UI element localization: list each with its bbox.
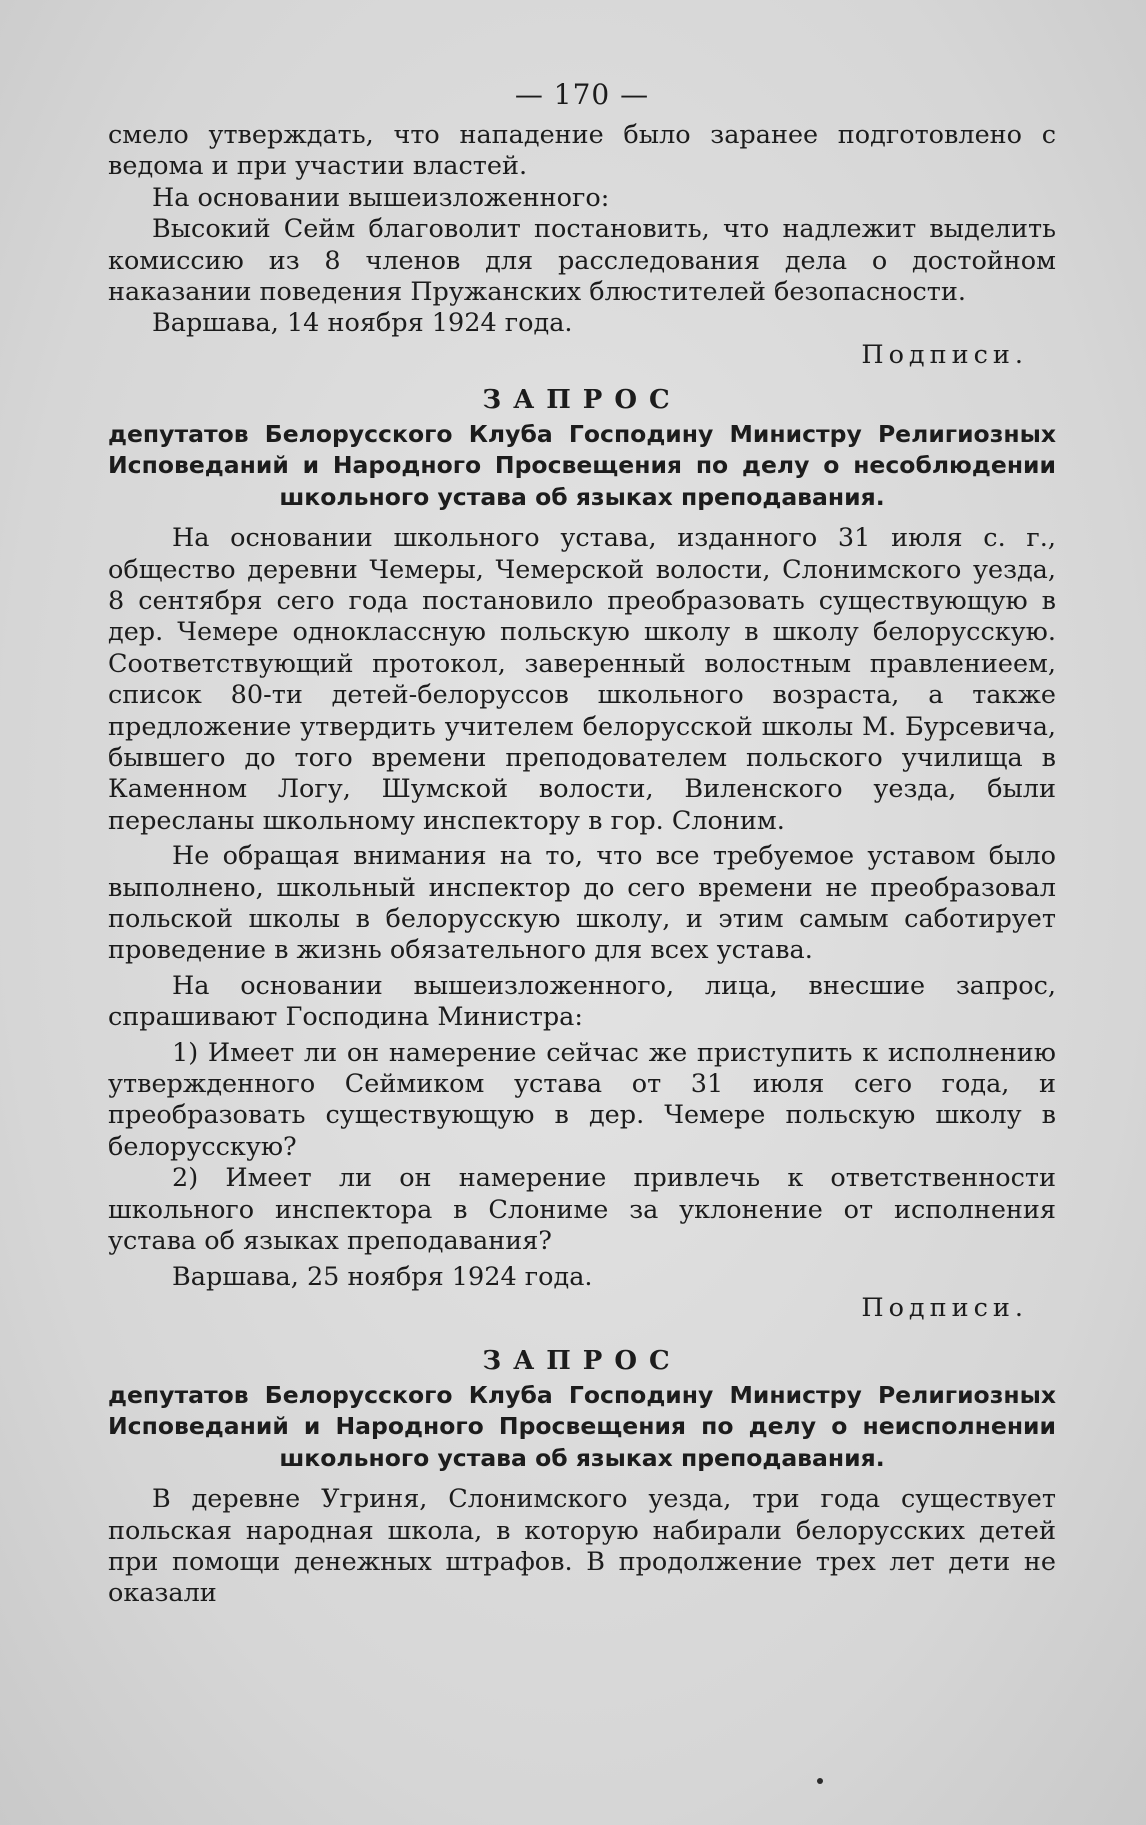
inquiry1-signatures: Подписи. (861, 1292, 1028, 1323)
inquiry1-paragraph-1: На основании школьного устава, изданного 31 июля с. г., общество деревни Чемеры, Чемерской волости, Слонимского уезда, 8 сентября сего года постановило преобразовать существующую в дер. Чемере одноклассную польскую школу в школу белорусскую. Соответствующий протокол, заверенный волостным правлениеем, список 80-ти детей-белоруссов школьного возраста, а также предложение утвердить учителем белорусской школы М. Бурсевича, бывшего до того времени преподователем польского училища в Каменном Логу, Шумской волости, Виленского уезда, были пересланы школьному инспектору в гор. Слоним. (108, 523, 1056, 836)
inquiry1-heading: ЗАПРОС (482, 385, 682, 416)
inquiry1-question-1: 1) Имеет ли он намерение сейчас же приступить к исполнению утвержденного Сеймиком устава от 31 июля сего года, и преобразовать существующую в дер. Чемере польскую школу в белорусскую? (108, 1037, 1056, 1162)
inquiry2-subheading: депутатов Белорусского Клуба Господину Министру Религиозных Исповеданий и Народного Просвещения по делу о неисполнении школьного устава об языках преподавания. (108, 1380, 1056, 1472)
page-text (108, 78, 1056, 1610)
intro-place-date: Варшава, 14 ноября 1924 года. (152, 308, 573, 339)
page-number: — 170 — (514, 78, 650, 111)
inquiry1-paragraph-3: На основании вышеизложенного, лица, внесшие запрос, спрашивают Господина Министра: (108, 970, 1056, 1033)
ink-speck (817, 1778, 823, 1784)
inquiry1-question-2: 2) Имеет ли он намерение привлечь к ответственности школьного инспектора в Слониме за уклонение от исполнения устава об языках преподавания? (108, 1163, 1056, 1257)
inquiry1-place-date: Варшава, 25 ноября 1924 года. (172, 1261, 593, 1292)
inquiry1-subheading: депутатов Белорусского Клуба Господину Министру Религиозных Исповеданий и Народного Просвещения по делу о несоблюдении школьного устава об языках преподавания. (108, 419, 1056, 511)
inquiry2-heading: ЗАПРОС (482, 1346, 682, 1377)
intro-paragraph-end: смело утверждать, что нападение было заранее подготовлено с ведома и при участии властей. (108, 120, 1056, 182)
intro-signatures: Подписи. (861, 339, 1028, 370)
intro-basis: На основании вышеизложенного: (152, 182, 610, 213)
inquiry1-paragraph-2: Не обращая внимания на то, что все требуемое уставом было выполнено, школьный инспектор до сего времени не преобразовал польской школы в белорусскую школу, и этим самым саботирует проведение в жизнь обязательного для всех устава. (108, 841, 1056, 966)
intro-resolution: Высокий Сейм благоволит постановить, что надлежит выделить комиссию из 8 членов для расследования дела о достойном наказании поведения Пружанских блюстителей безопасности. (108, 214, 1056, 308)
inquiry2-paragraph-1: В деревне Угриня, Слонимского уезда, три года существует польская народная школа, в которую набирали белорусских детей при помощи денежных штрафов. В продолжение трех лет дети не оказали (108, 1484, 1056, 1609)
